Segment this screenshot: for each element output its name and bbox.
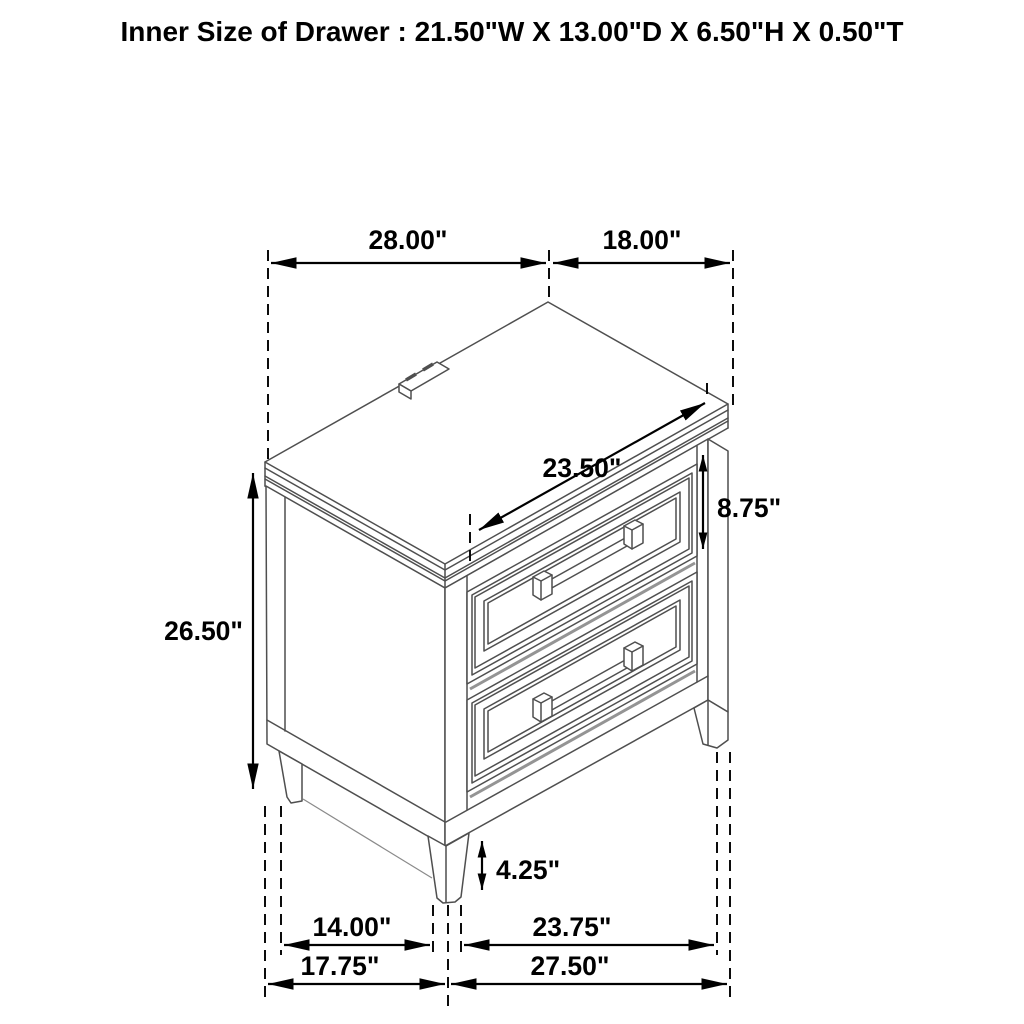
dim-top-width bbox=[271, 225, 546, 263]
dim-leg-span-front bbox=[464, 912, 714, 945]
dim-label-top-depth: 18.00" bbox=[602, 225, 682, 255]
dim-label-drawer-front-width: 23.50" bbox=[542, 453, 622, 483]
dim-label-base-depth: 17.75" bbox=[300, 951, 380, 981]
dim-leg-span-side bbox=[284, 912, 430, 945]
dim-label-leg-span-side: 14.00" bbox=[312, 912, 392, 942]
dim-label-base-width: 27.50" bbox=[530, 951, 610, 981]
handle-foot bbox=[624, 642, 643, 671]
dim-overall-height bbox=[164, 473, 253, 789]
dim-label-leg-span-front: 23.75" bbox=[532, 912, 612, 942]
handle-foot bbox=[624, 520, 643, 549]
dim-leg-height bbox=[482, 841, 560, 890]
dim-label-overall-height: 26.50" bbox=[164, 616, 243, 646]
page-title: Inner Size of Drawer : 21.50"W X 13.00"D X 6.50"H X 0.50"T bbox=[120, 16, 904, 47]
nightstand-drawing bbox=[265, 302, 728, 903]
handle-foot bbox=[533, 571, 552, 600]
right-side-sliver bbox=[708, 439, 728, 712]
dim-base-depth bbox=[268, 951, 445, 984]
dim-top-depth bbox=[553, 225, 730, 263]
dim-base-width bbox=[451, 951, 727, 984]
dim-label-top-drawer-height: 8.75" bbox=[717, 493, 782, 523]
dim-label-leg-height: 4.25" bbox=[496, 855, 561, 885]
dim-label-top-width: 28.00" bbox=[368, 225, 448, 255]
handle-foot bbox=[533, 693, 552, 722]
